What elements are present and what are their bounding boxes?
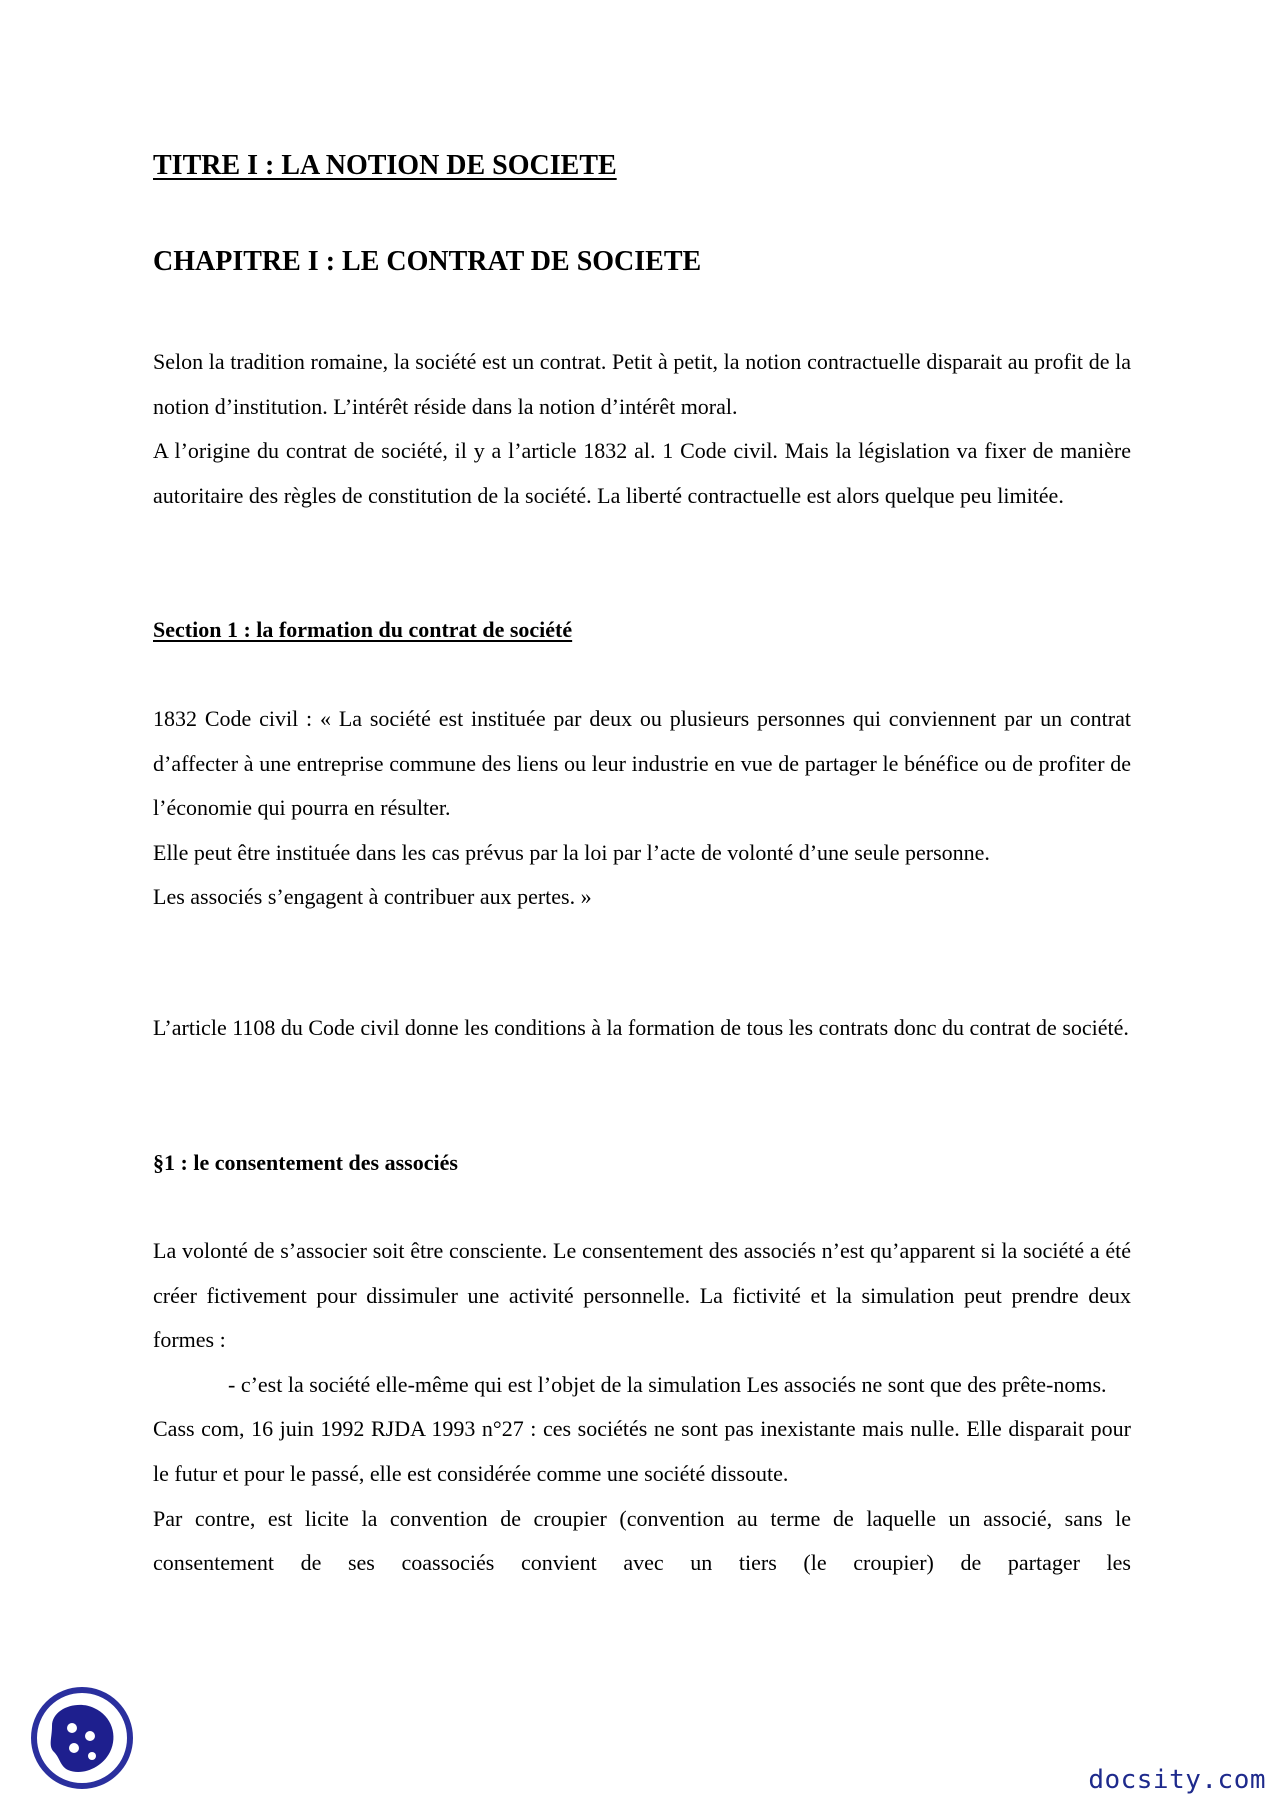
section-heading: Section 1 : la formation du contrat de société bbox=[153, 617, 573, 642]
consent-block bbox=[153, 1229, 1131, 1586]
chapter-heading: CHAPITRE I : LE CONTRAT DE SOCIETE bbox=[153, 246, 702, 277]
bullet-paragraph: - c’est la société elle-même qui est l’objet de la simulation Les associés ne sont que des prête-noms. bbox=[228, 1371, 1107, 1397]
intro-paragraph: A l’origine du contrat de société, il y a l’article 1832 al. 1 Code civil. Mais la législation va fixer de manière autoritaire des règles de constitution de la société. La liberté contractuelle est alors quelque peu limitée. bbox=[153, 438, 1131, 508]
croupier-paragraph: Par contre, est licite la convention de croupier (convention au terme de laquelle un associé, sans le consentement de ses coassociés convient avec un tiers (le croupier) de partager les bbox=[153, 1505, 1131, 1576]
page-title: TITRE I : LA NOTION DE SOCIETE bbox=[153, 150, 617, 181]
docsity-logo-icon bbox=[30, 1686, 134, 1790]
consent-paragraph: La volonté de s’associer soit être consciente. Le consentement des associés n’est qu’apparent si la société a été créer fictivement pour dissimuler une activité personnelle. La fictivité et la simulation peut prendre deux formes : bbox=[153, 1238, 1131, 1353]
docsity-watermark: docsity.com bbox=[1088, 1765, 1266, 1795]
article-paragraph: L’article 1108 du Code civil donne les conditions à la formation de tous les contrats donc du contrat de société. bbox=[153, 1015, 1129, 1040]
quote-block bbox=[153, 697, 1131, 920]
intro-paragraph: Selon la tradition romaine, la société est un contrat. Petit à petit, la notion contractuelle disparait au profit de la notion d’institution. L’intérêt réside dans la notion d’intérêt moral. bbox=[153, 349, 1131, 419]
article-block bbox=[153, 1006, 1131, 1051]
case-paragraph: Cass com, 16 juin 1992 RJDA 1993 n°27 : ces sociétés ne sont pas inexistante mais nulle. Elle disparait pour le futur et pour le passé, elle est considérée comme une société dissoute. bbox=[153, 1416, 1131, 1486]
quote-paragraph: Les associés s’engagent à contribuer aux pertes. » bbox=[153, 884, 592, 910]
quote-paragraph: Elle peut être instituée dans les cas prévus par la loi par l’acte de volonté d’une seule personne. bbox=[153, 839, 990, 865]
quote-paragraph: 1832 Code civil : « La société est instituée par deux ou plusieurs personnes qui conviennent par un contrat d’affecter à une entreprise commune des liens ou leur industrie en vue de partager le bénéfice ou de profiter de l’économie qui pourra en résulter. bbox=[153, 706, 1131, 821]
subsection-heading: §1 : le consentement des associés bbox=[153, 1150, 458, 1175]
intro-block bbox=[153, 340, 1131, 518]
